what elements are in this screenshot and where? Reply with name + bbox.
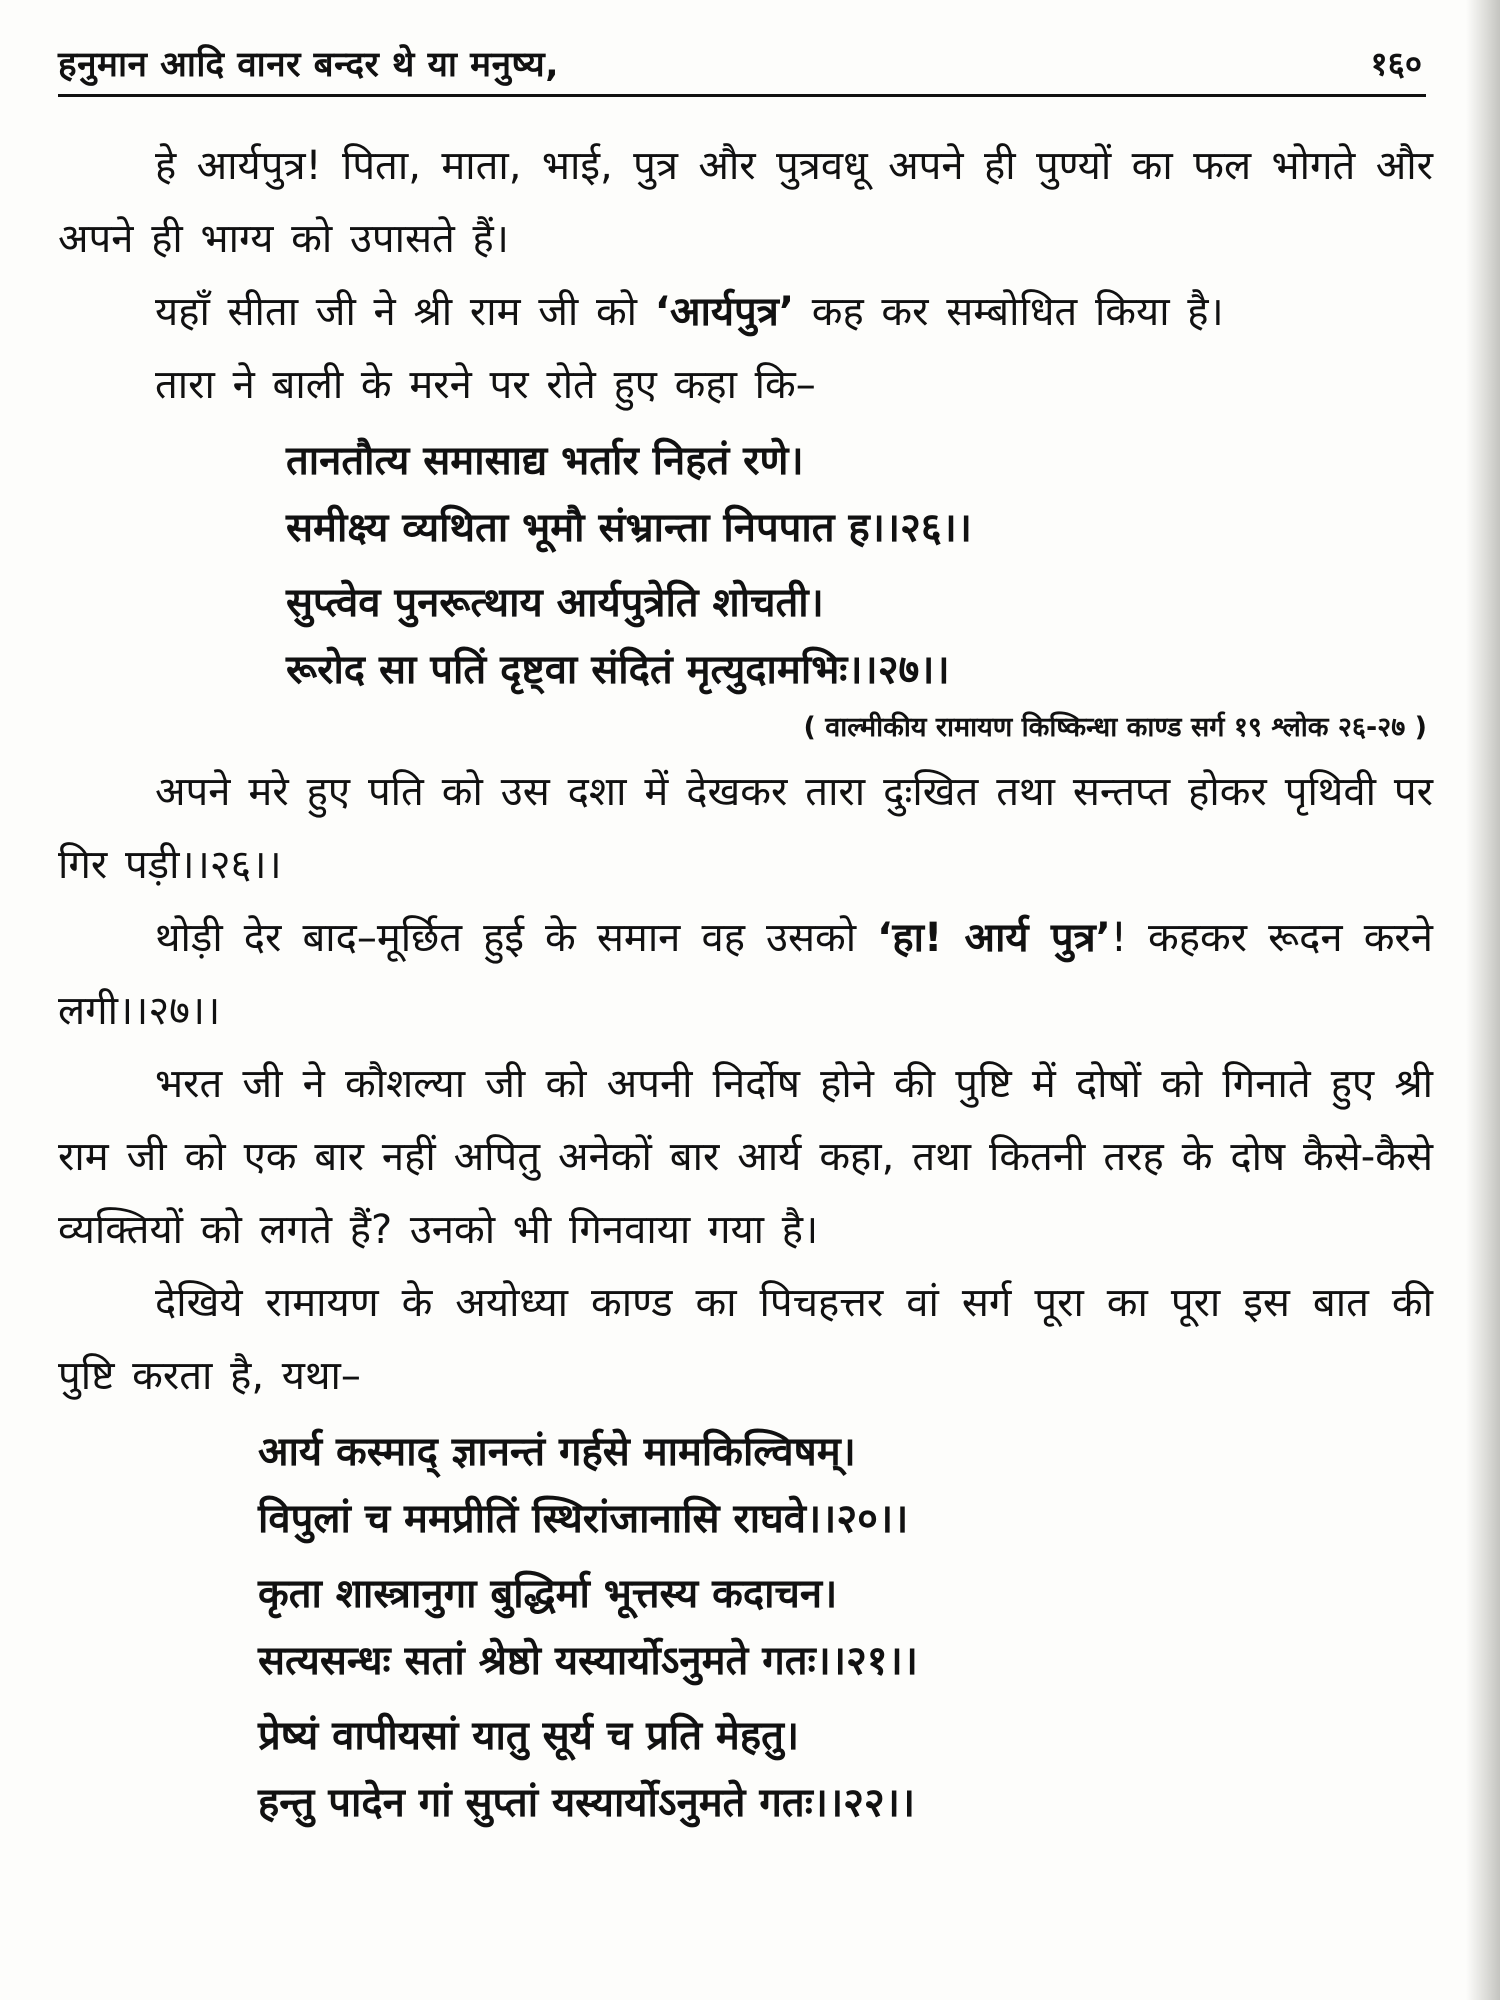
verse-block <box>58 428 1433 704</box>
paragraph-text: थोड़ी देर बाद–मूर्छित हुई के समान वह उसको <box>155 915 878 961</box>
paragraph: अपने मरे हुए पति को उस दशा में देखकर तारा दुःखित तथा सन्तप्त होकर पृथिवी पर गिर पड़ी।।२६।। <box>58 769 1433 888</box>
verse-line: तानतौत्य समासाद्य भर्तार निहतं रणे। <box>286 438 804 484</box>
paragraph: भरत जी ने कौशल्या जी को अपनी निर्दोष होने की पुष्टि में दोषों को गिनाते हुए श्री राम जी को एक बार नहीं अपितु अनेकों बार आर्य कहा, तथा कितनी तरह के दोष कैसे-कैसे व्यक्तियों को लगते हैं? उनको भी गिनवाया गया है। <box>58 1061 1433 1253</box>
verse-line: सुप्त्वेव पुनरूत्थाय आर्यपुत्रेति शोचती। <box>286 580 824 626</box>
paragraph: हे आर्यपुत्र! पिता, माता, भाई, पुत्र और पुत्रवधू अपने ही पुण्यों का फल भोगते और अपने ही भाग्य को उपासते हैं। <box>58 143 1433 262</box>
verse-line: विपुलां च ममप्रीतिं स्थिरांजानासि राघवे।।२०।। <box>258 1496 909 1542</box>
paragraph-text: कह कर सम्बोधित किया है। <box>794 289 1224 335</box>
paragraph: देखिये रामायण के अयोध्या काण्ड का पिचहत्तर वां सर्ग पूरा का पूरा इस बात की पुष्टि करता है, यथा– <box>58 1280 1433 1399</box>
page-number: १६० <box>1370 44 1422 83</box>
page-body <box>58 130 1433 1845</box>
emphasis-term: ‘आर्यपुत्र’ <box>654 289 795 335</box>
paragraph <box>58 276 1433 349</box>
page-edge-shadow <box>1466 0 1500 2000</box>
verse-line: सत्यसन्धः सतां श्रेष्ठो यस्यार्योऽनुमते गतः।।२१।। <box>258 1638 918 1684</box>
verse-line: आर्य कस्माद् ज्ञानन्तं गर्हसे मामकिल्विषम्। <box>258 1429 856 1475</box>
running-title: हनुमान आदि वानर बन्दर थे या मनुष्य, <box>58 45 560 85</box>
verse-line: रूरोद सा पतिं दृष्ट्वा संदितं मृत्युदामभिः।।२७।। <box>286 647 950 693</box>
verse-line: कृता शास्त्रानुगा बुद्धिर्मा भूत्तस्य कदाचन। <box>258 1571 838 1617</box>
paragraph: तारा ने बाली के मरने पर रोते हुए कहा कि– <box>155 362 816 408</box>
paragraph <box>58 902 1433 1048</box>
page-header <box>58 34 1426 97</box>
verse-line: प्रेष्यं वापीयसां यातु सूर्य च प्रति मेहतु। <box>258 1713 800 1759</box>
paragraph-text: ! कहकर रूदन करने लगी।।२७।। <box>58 915 1433 1034</box>
emphasis-term: ‘हा! आर्य पुत्र’ <box>877 915 1111 961</box>
verse-block <box>58 1419 1433 1837</box>
verse-line: हन्तु पादेन गां सुप्तां यस्यार्योऽनुमते गतः।।२२।। <box>258 1780 916 1826</box>
paragraph-text: यहाँ सीता जी ने श्री राम जी को <box>155 289 655 335</box>
verse-citation: ( वाल्मीकीय रामायण किष्किन्धा काण्ड सर्ग १९ श्लोक २६-२७ ) <box>803 712 1427 743</box>
verse-line: समीक्ष्य व्यथिता भूमौ संभ्रान्ता निपपात ह।।२६।। <box>286 505 972 551</box>
